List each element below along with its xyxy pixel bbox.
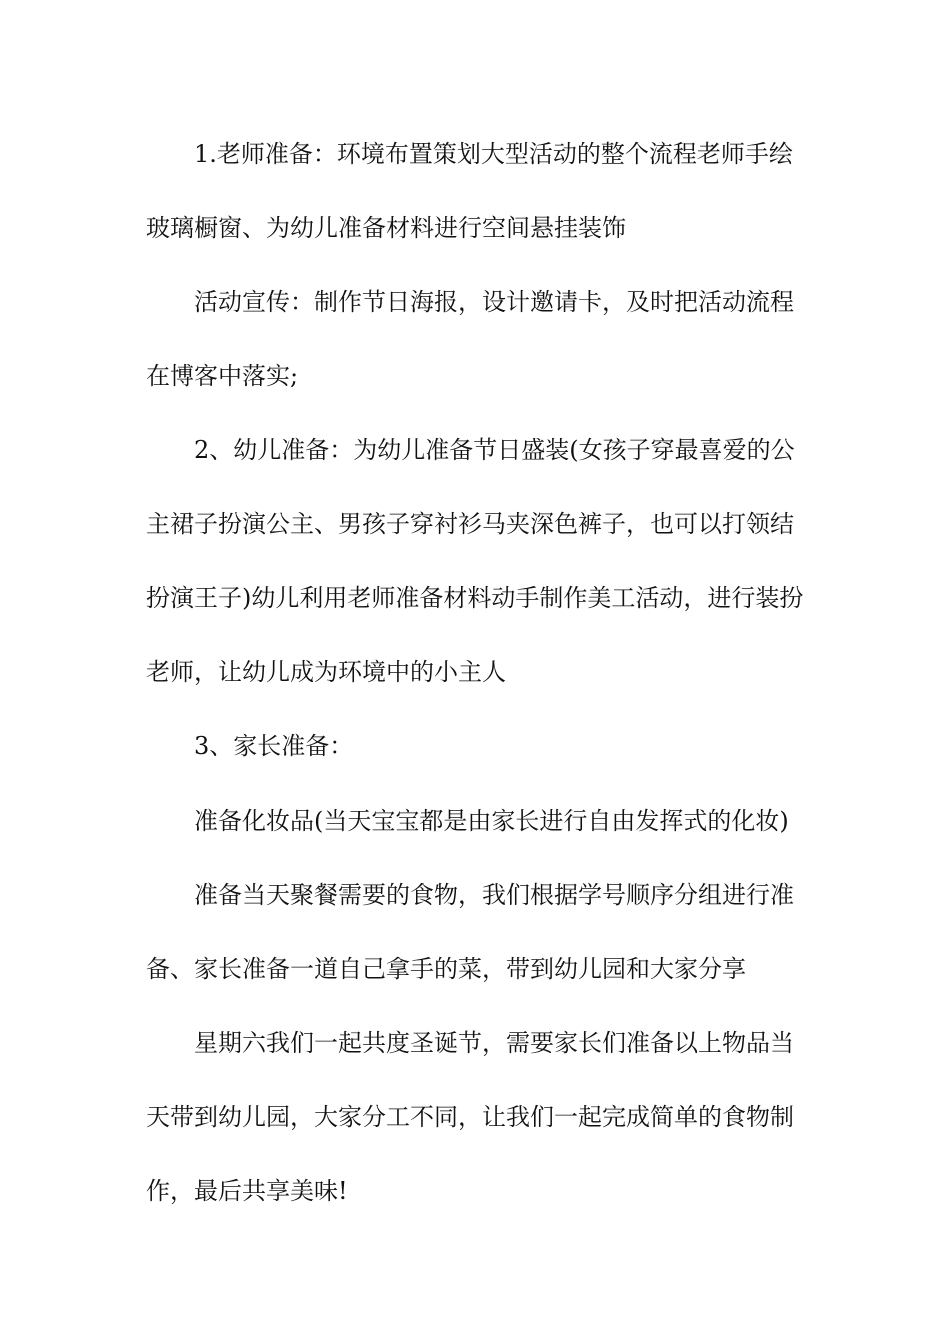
text-line: 老师，让幼儿成为环境中的小主人 <box>146 658 506 686</box>
text-line: 1.老师准备：环境布置策划大型活动的整个流程老师手绘 <box>194 140 793 168</box>
text-line: 扮演王子)幼儿利用老师准备材料动手制作美工活动，进行装扮 <box>146 584 804 612</box>
text-line: 活动宣传：制作节日海报，设计邀请卡，及时把活动流程 <box>194 288 794 316</box>
text-line: 主裙子扮演公主、男孩子穿衬衫马夹深色裤子，也可以打领结 <box>146 510 794 538</box>
text-line: 3、家长准备： <box>194 732 354 760</box>
text-line: 2、幼儿准备：为幼儿准备节日盛装(女孩子穿最喜爱的公 <box>194 436 795 464</box>
text-line: 星期六我们一起共度圣诞节，需要家长们准备以上物品当 <box>194 1029 794 1057</box>
text-line: 玻璃橱窗、为幼儿准备材料进行空间悬挂装饰 <box>146 214 626 242</box>
text-line: 作，最后共享美味! <box>146 1177 348 1205</box>
text-line: 备、家长准备一道自己拿手的菜，带到幼儿园和大家分享 <box>146 955 746 983</box>
text-line: 天带到幼儿园，大家分工不同，让我们一起完成简单的食物制 <box>146 1103 794 1131</box>
text-line: 准备当天聚餐需要的食物，我们根据学号顺序分组进行准 <box>194 881 794 909</box>
text-line: 准备化妆品(当天宝宝都是由家长进行自由发挥式的化妆) <box>194 807 789 835</box>
text-line: 在博客中落实; <box>146 362 299 390</box>
